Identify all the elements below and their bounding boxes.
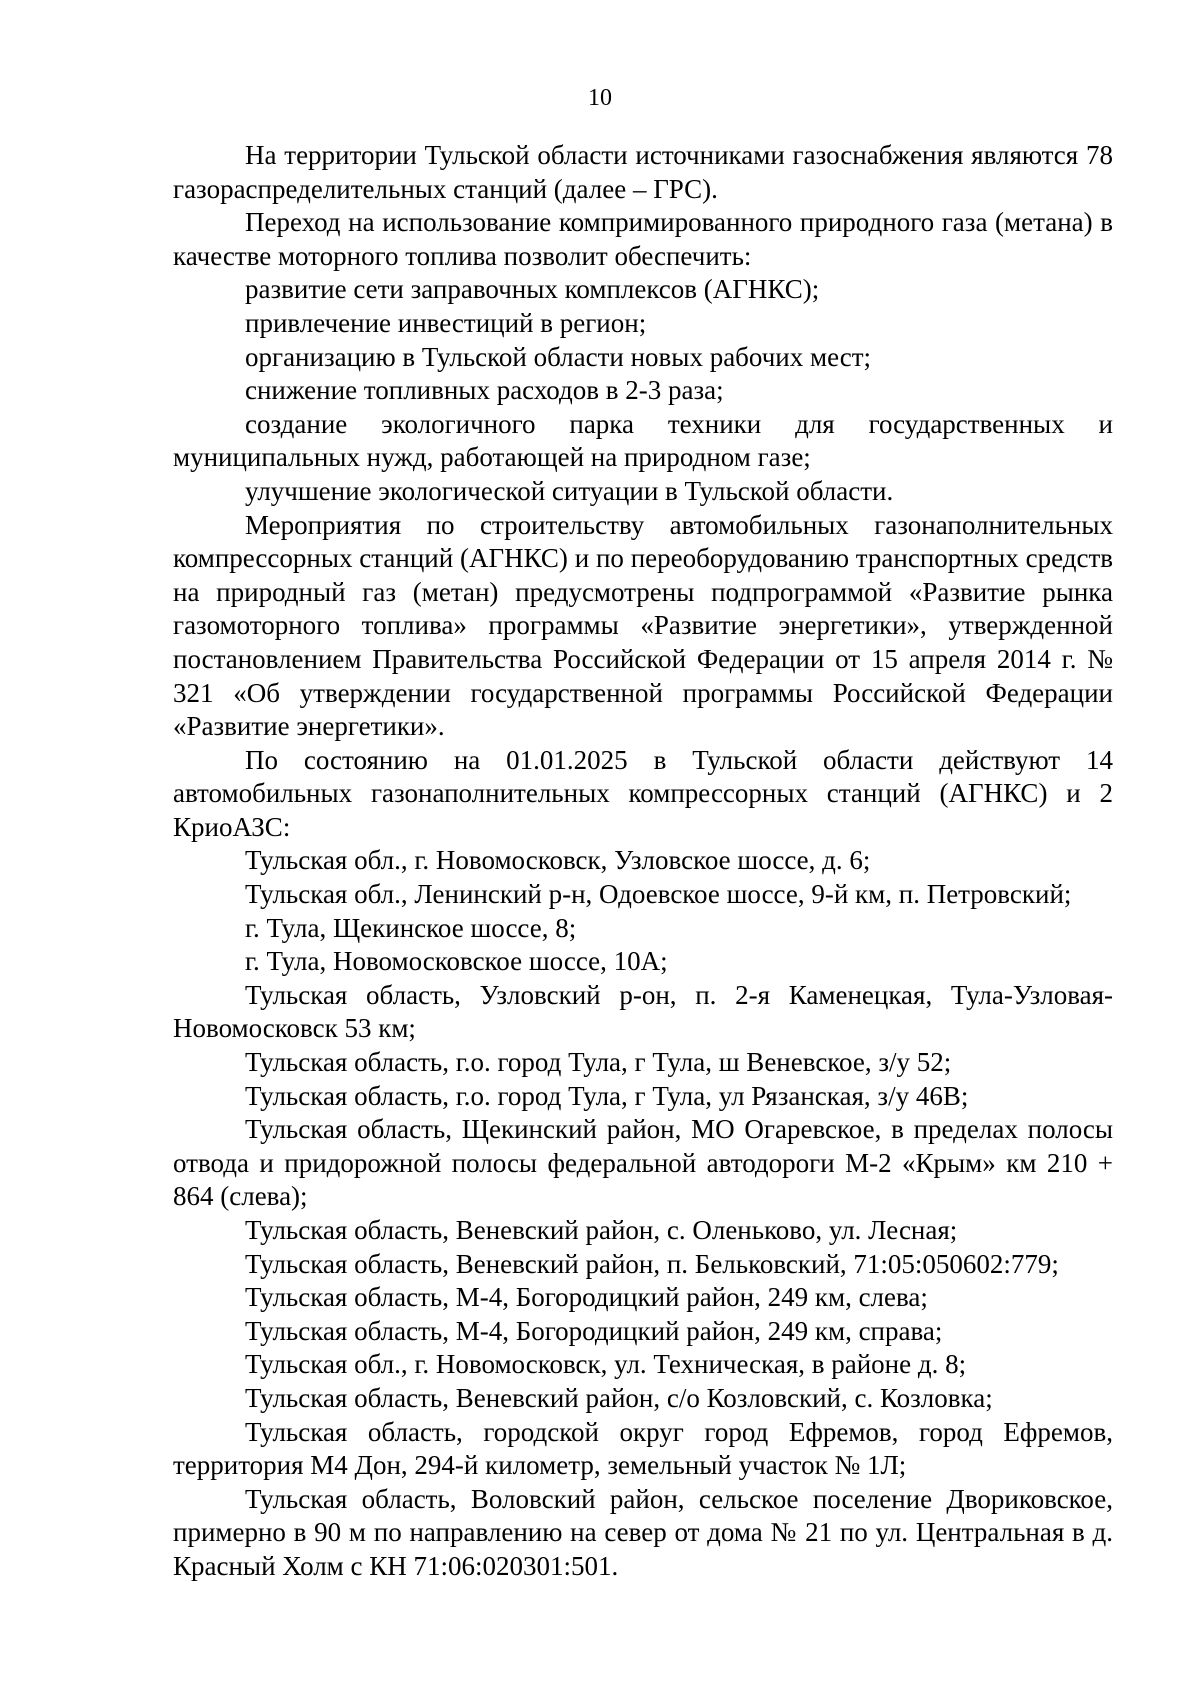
station-item: Тульская область, Веневский район, с/о Козловский, с. Козловка; bbox=[245, 1382, 993, 1413]
station-item: Тульская область, Веневский район, п. Бельковский, 71:05:050602:779; bbox=[245, 1248, 1059, 1279]
station-item: Тульская область, М-4, Богородицкий район, 249 км, слева; bbox=[245, 1282, 928, 1313]
station-item: г. Тула, Щекинское шоссе, 8; bbox=[245, 912, 577, 943]
station-item: Тульская область, городской округ город Ефремов, город Ефремов, территория М4 Дон, 294-й километр, земельный участок № 1Л; bbox=[173, 1416, 1113, 1481]
gas-sources-paragraph: На территории Тульской области источниками газоснабжения являются 78 газораспределительных станций (далее – ГРС). bbox=[173, 140, 1113, 204]
methane-transition-paragraph: Переход на использование компримированного природного газа (метана) в качестве моторного топлива позволит обеспечить: bbox=[173, 207, 1113, 271]
program-paragraph: Мероприятия по строительству автомобильных газонаполнительных компрессорных станций (АГНКС) и по переоборудованию транспортных средств на природный газ (метан) предусмотрены подпрограммой «Развитие рынка газомоторного топлива» программы «Развитие энергетики», утвержденной постановлением Правительства Российской Федерации от 15 апреля 2014 г. № 321 «Об утверждении государственной программы Российской Федерации «Развитие энергетики». bbox=[173, 509, 1113, 742]
station-item: Тульская область, Веневский район, с. Оленьково, ул. Лесная; bbox=[245, 1215, 958, 1245]
station-item: Тульская обл., г. Новомосковск, Узловское шоссе, д. 6; bbox=[245, 845, 871, 876]
benefit-item: снижение топливных расходов в 2-3 раза; bbox=[245, 375, 724, 406]
station-item: Тульская область, Узловский р-он, п. 2-я Каменецкая, Тула-Узловая-Новомосковск 53 км; bbox=[173, 979, 1113, 1044]
station-item: Тульская обл., Ленинский р-н, Одоевское шоссе, 9-й км, п. Петровский; bbox=[245, 879, 1072, 910]
station-item: Тульская область, Щекинский район, МО Огаревское, в пределах полосы отвода и придорожной полосы федеральной автодороги М-2 «Крым» км 210 + 864 (слева); bbox=[173, 1114, 1113, 1212]
benefit-item: улучшение экологической ситуации в Тульской области. bbox=[245, 475, 894, 506]
station-item: Тульская обл., г. Новомосковск, ул. Техническая, в районе д. 8; bbox=[245, 1349, 967, 1380]
station-item: Тульская область, Воловский район, сельское поселение Двориковское, примерно в 90 м по направлению на север от дома № 21 по ул. Центральная в д. Красный Холм с КН 71:06:020301:501. bbox=[173, 1483, 1113, 1581]
benefit-item: создание экологичного парка техники для государственных и муниципальных нужд, работающей на природном газе; bbox=[173, 408, 1113, 473]
benefit-item: развитие сети заправочных комплексов (АГНКС); bbox=[245, 274, 820, 305]
page-number: 10 bbox=[588, 85, 612, 111]
station-item: г. Тула, Новомосковское шоссе, 10А; bbox=[245, 946, 668, 977]
document-body bbox=[173, 139, 1113, 1584]
station-item: Тульская область, г.о. город Тула, г Тула, ул Рязанская, з/у 46В; bbox=[245, 1080, 969, 1111]
status-paragraph: По состоянию на 01.01.2025 в Тульской области действуют 14 автомобильных газонаполнительных компрессорных станций (АГНКС) и 2 КриоАЗС: bbox=[173, 744, 1113, 842]
station-item: Тульская область, М-4, Богородицкий район, 249 км, справа; bbox=[245, 1315, 943, 1346]
benefit-item: организацию в Тульской области новых рабочих мест; bbox=[245, 341, 872, 372]
benefit-item: привлечение инвестиций в регион; bbox=[245, 307, 647, 338]
station-item: Тульская область, г.о. город Тула, г Тула, ш Веневское, з/у 52; bbox=[245, 1047, 952, 1078]
